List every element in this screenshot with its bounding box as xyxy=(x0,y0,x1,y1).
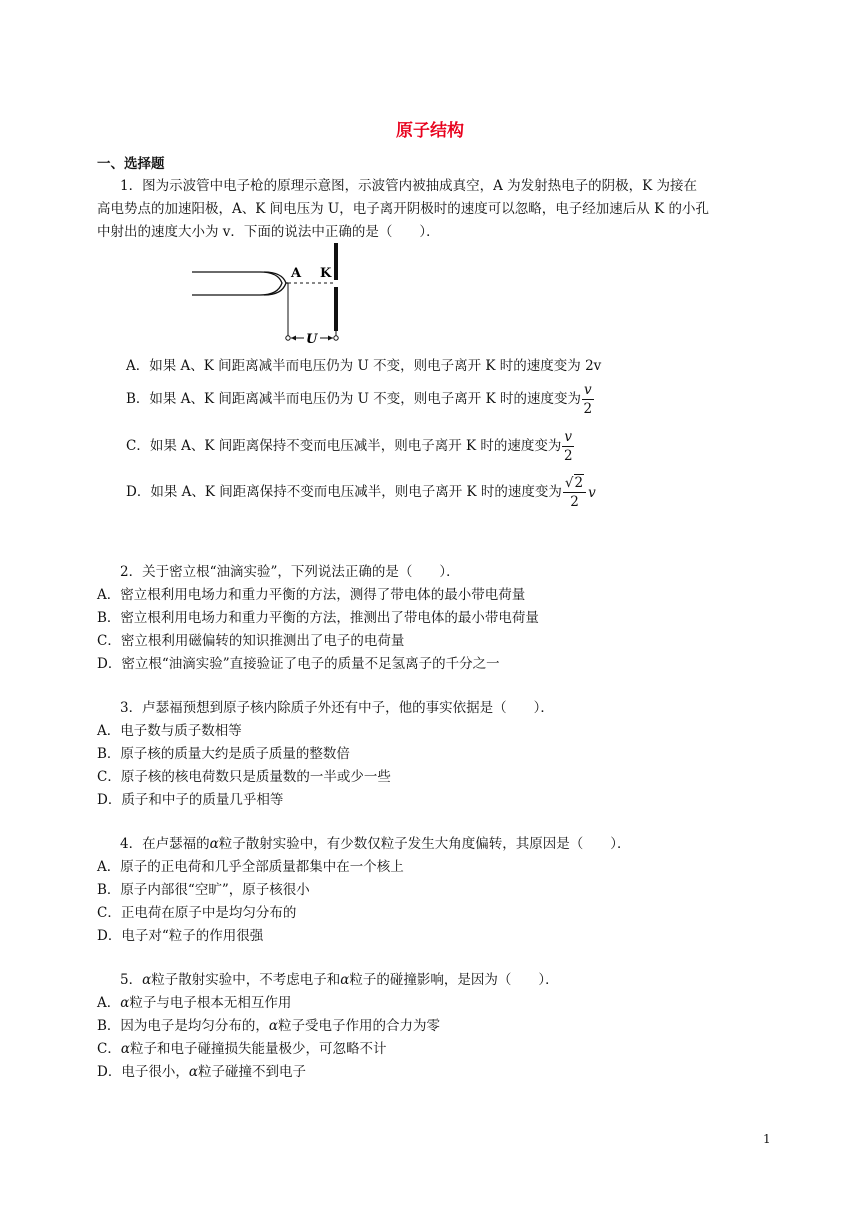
q1-option-d xyxy=(126,474,596,511)
alpha-symbol: α xyxy=(142,972,152,988)
q5-option-d: D．电子很小，α粒子碰撞不到电子 xyxy=(97,1064,306,1080)
q4-stem: 4．在卢瑟福的α粒子散射实验中，有少数仅粒子发生大角度偏转，其原因是（ ）． xyxy=(120,836,631,852)
q1-option-a: A．如果 A、K 间距离减半而电压仍为 U 不变，则电子离开 K 时的速度变为 2v xyxy=(126,358,602,374)
q3-stem: 3．卢瑟福预想到原子核内除质子外还有中子，他的事实依据是（ ）． xyxy=(120,700,554,716)
q1-option-c xyxy=(126,428,574,465)
q2-option-d: D．密立根“油滴实验”直接验证了电子的质量不足氢离子的千分之一 xyxy=(97,656,500,672)
q1-option-c-text: C．如果 A、K 间距离保持不变而电压减半，则电子离开 K 时的速度变为 xyxy=(126,438,562,454)
electron-gun-diagram xyxy=(190,241,360,349)
q4-option-c: C．正电荷在原子中是均匀分布的 xyxy=(97,905,297,921)
q1-stem-line-1: 1．图为示波管中电子枪的原理示意图，示波管内被抽成真空，A 为发射热电子的阴极，K 为接在 xyxy=(120,178,698,194)
q1-stem-line-2: 高电势点的加速阳极，A、K 间电压为 U，电子离开阴极时的速度可以忽略，电子经加速后从 K 的小孔 xyxy=(97,201,709,217)
fraction-sqrt2-over-2: $\frac{√2}{2}$ xyxy=(563,474,586,511)
q1-option-d-text: D．如果 A、K 间距离保持不变而电压减半，则电子离开 K 时的速度变为 xyxy=(126,484,562,500)
page-title: 原子结构 xyxy=(396,121,464,141)
alpha-symbol: α xyxy=(120,1041,130,1057)
velocity-symbol: v xyxy=(588,484,596,501)
alpha-symbol: α xyxy=(209,836,219,852)
q3-option-b: B．原子核的质量大约是质子质量的整数倍 xyxy=(97,746,350,762)
page-number: 1 xyxy=(763,1132,771,1146)
fraction-v-over-2: $\frac{v}{2}$ xyxy=(563,429,573,464)
alpha-symbol: α xyxy=(188,1064,198,1080)
fraction-v-over-2: $\frac{v}{2}$ xyxy=(583,382,593,417)
q4-option-a: A．原子的正电荷和几乎全部质量都集中在一个核上 xyxy=(97,859,404,875)
q3-option-c: C．原子核的核电荷数只是质量数的一半或少一些 xyxy=(97,769,391,785)
alpha-symbol: α xyxy=(120,995,130,1011)
q1-option-b-text: B．如果 A、K 间距离减半而电压仍为 U 不变，则电子离开 K 时的速度变为 xyxy=(126,391,581,407)
q2-option-a: A．密立根利用电场力和重力平衡的方法，测得了带电体的最小带电荷量 xyxy=(97,587,526,603)
alpha-symbol: α xyxy=(340,972,350,988)
q3-option-d: D．质子和中子的质量几乎相等 xyxy=(97,792,284,808)
q1-stem-line-3: 中射出的速度大小为 v．下面的说法中正确的是（ ）． xyxy=(97,224,440,240)
label-k: K xyxy=(320,266,332,281)
q5-option-c: C．α粒子和电子碰撞损失能量极少，可忽略不计 xyxy=(97,1041,387,1057)
q4-option-b: B．原子内部很“空旷”，原子核很小 xyxy=(97,882,310,898)
q2-stem: 2．关于密立根“油滴实验”，下列说法正确的是（ ）． xyxy=(120,564,460,580)
alpha-symbol: α xyxy=(268,1018,279,1034)
q4-option-d: D．电子对“粒子的作用很强 xyxy=(97,928,264,944)
section-heading: 一、选择题 xyxy=(97,156,165,172)
q5-option-a: A．α粒子与电子根本无相互作用 xyxy=(97,995,292,1011)
q5-option-b: B．因为电子是均匀分布的，α粒子受电子作用的合力为零 xyxy=(97,1018,441,1034)
q5-stem: 5．α粒子散射实验中，不考虑电子和α粒子的碰撞影响，是因为（ ）． xyxy=(120,972,559,988)
q2-option-c: C．密立根利用磁偏转的知识推测出了电子的电荷量 xyxy=(97,633,405,649)
q2-option-b: B．密立根利用电场力和重力平衡的方法，推测出了带电体的最小带电荷量 xyxy=(97,610,539,626)
label-a: A xyxy=(291,266,302,281)
q3-option-a: A．电子数与质子数相等 xyxy=(97,723,242,739)
q1-option-b xyxy=(126,381,594,418)
label-u: U xyxy=(306,332,318,347)
